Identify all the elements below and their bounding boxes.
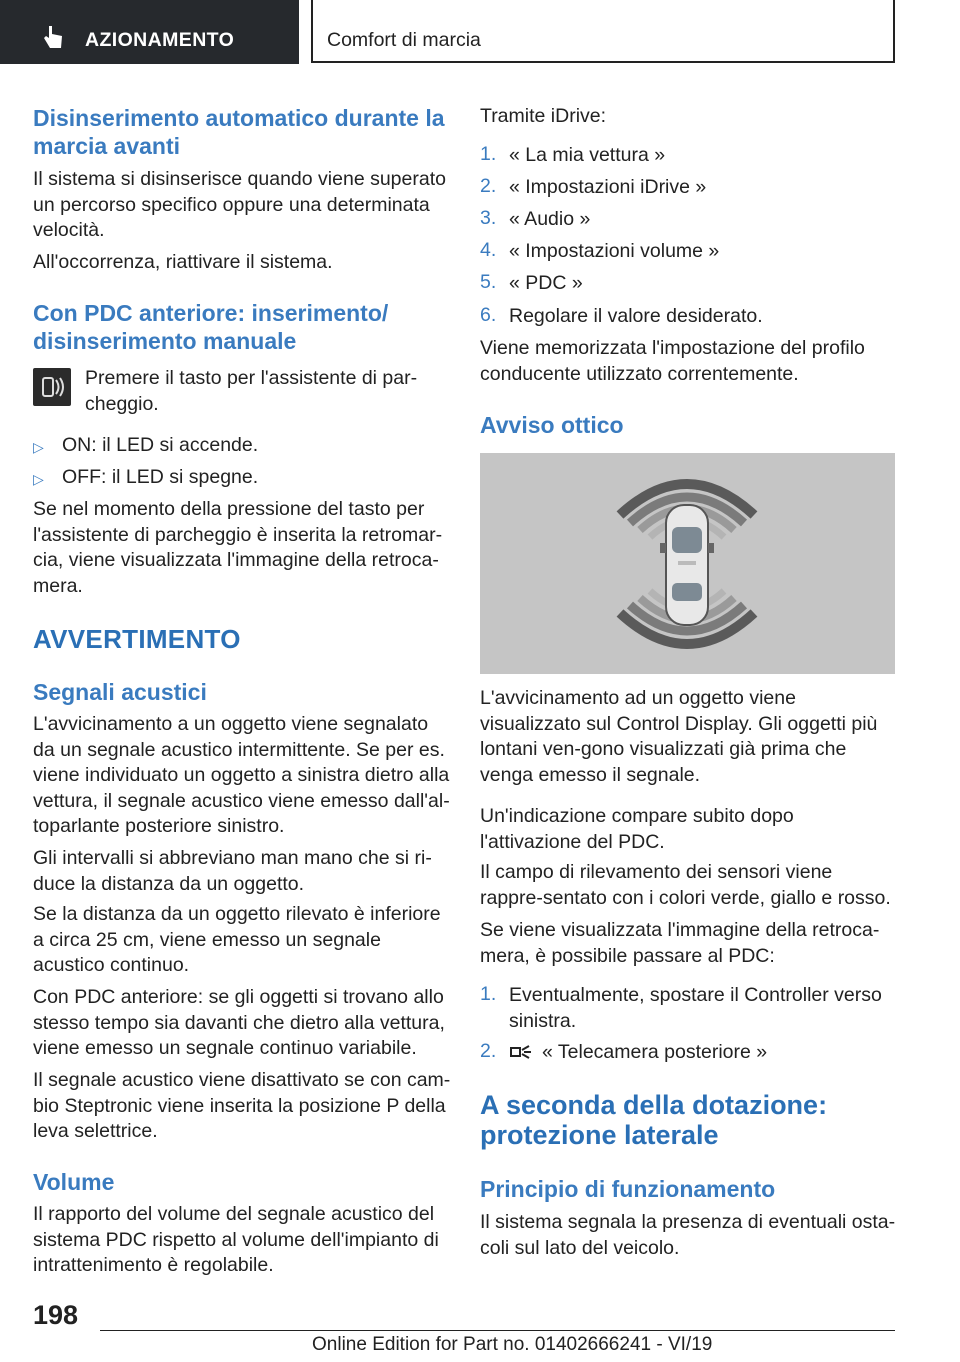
step-text: « Audio » — [509, 208, 591, 230]
paragraph: Se la distanza da un oggetto rilevato è inferiore a circa 25 cm, viene emesso un segnale acustico continuo. — [33, 903, 441, 976]
heading-pdc-anteriore: Con PDC anteriore: inserimento/ disinserimento manuale — [33, 300, 389, 354]
heading-disinserimento: Disinserimento automatico durante la marcia avanti — [33, 105, 445, 159]
step-text: « Telecamera posteriore » — [542, 1041, 768, 1063]
bullet-item: OFF: il LED si spegne. — [62, 466, 259, 488]
footer-divider — [100, 1330, 895, 1331]
heading-principio: Principio di funzionamento — [480, 1176, 776, 1202]
paragraph: L'avvicinamento ad un oggetto viene visualizzato sul Control Display. Gli oggetti più lontani ven-gono visualizzati già prima che venga emesso il segnale. — [480, 687, 878, 786]
paragraph: Il sistema segnala la presenza di eventuali osta-coli sul lato del veicolo. — [480, 1211, 896, 1259]
paragraph: Il segnale acustico viene disattivato se con cam-bio Steptronic viene inserita la posizione P della leva selettrice. — [33, 1069, 451, 1142]
paragraph: Il sistema si disinserisce quando viene superato un percorso specifico oppure una determinata velocità. — [33, 168, 446, 241]
pdc-button-icon — [33, 368, 71, 406]
paragraph-retromarcia: Se nel momento della pressione del tasto per l'assistente di parcheggio è inserita la retromar-cia, viene visualizzata l'immagine della retroca-mera. — [33, 498, 443, 597]
bullet-triangle-icon: ▷ — [33, 471, 44, 487]
step-number: 2. — [480, 1040, 497, 1062]
paragraph: Gli intervalli si abbreviano man mano che si ri-duce la distanza da un oggetto. — [33, 847, 432, 895]
header-section-tab — [0, 0, 299, 64]
step-text: « Impostazioni volume » — [509, 240, 720, 262]
step-number: 6. — [480, 304, 497, 326]
paragraph: L'avvicinamento a un oggetto viene segnalato da un segnale acustico intermittente. Se per es. viene individuato un oggetto a sinistra dietro alla vettura, il segnale acustico viene emesso dall'al-toparlante posteriore sinistro. — [33, 713, 450, 837]
step-text: « Impostazioni iDrive » — [509, 176, 707, 198]
step-number: 3. — [480, 207, 497, 229]
parking-sensor-icon — [33, 368, 71, 406]
paragraph-premere: Premere il tasto per l'assistente di par-cheggio. — [85, 367, 418, 415]
heading-volume: Volume — [33, 1169, 115, 1195]
header-chapter-box — [311, 0, 895, 63]
paragraph: Il campo di rilevamento dei sensori viene rappre-sentato con i colori verde, giallo e rosso. — [480, 861, 891, 909]
heading-avviso-ottico: Avviso ottico — [480, 412, 624, 438]
pdc-display-figure — [480, 453, 895, 674]
footer-edition: Online Edition for Part no. 01402666241 - VI/19 — [312, 1334, 713, 1355]
paragraph: Con PDC anteriore: se gli oggetti si trovano allo stesso tempo sia davanti che dietro alla vettura, viene emesso un segnale continuo variabile. — [33, 986, 445, 1059]
bullet-item: ON: il LED si accende. — [62, 434, 259, 456]
rear-camera-icon — [509, 1042, 533, 1062]
paragraph: Il rapporto del volume del segnale acustico del sistema PDC rispetto al volume dell'impianto di intrattenimento è regolabile. — [33, 1203, 439, 1276]
pdc-car-illustration — [480, 453, 895, 674]
warning-heading: AVVERTIMENTO — [33, 624, 241, 654]
paragraph: Tramite iDrive: — [480, 105, 607, 127]
step-number: 1. — [480, 143, 497, 165]
step-text: « La mia vettura » — [509, 144, 666, 166]
heading-segnali-acustici: Segnali acustici — [33, 679, 207, 705]
bullet-triangle-icon: ▷ — [33, 439, 44, 455]
step-text: « PDC » — [509, 272, 583, 294]
header-section-title: AZIONAMENTO — [85, 29, 235, 51]
step-number: 2. — [480, 175, 497, 197]
paragraph: Viene memorizzata l'impostazione del profilo conducente utilizzato correntemente. — [480, 337, 865, 385]
hand-pointer-icon — [40, 24, 66, 50]
heading-protezione-laterale: A seconda della dotazione: protezione laterale — [480, 1090, 828, 1150]
paragraph: All'occorrenza, riattivare il sistema. — [33, 251, 333, 273]
step-number: 4. — [480, 239, 497, 261]
page-number: 198 — [33, 1300, 79, 1330]
header-chapter-title: Comfort di marcia — [327, 29, 481, 51]
step-text: Eventualmente, spostare il Controller verso sinistra. — [509, 984, 882, 1032]
step-number: 1. — [480, 983, 497, 1005]
paragraph: Se viene visualizzata l'immagine della retroca-mera, è possibile passare al PDC: — [480, 919, 880, 967]
step-number: 5. — [480, 271, 497, 293]
paragraph: Un'indicazione compare subito dopo l'attivazione del PDC. — [480, 805, 794, 853]
step-text: Regolare il valore desiderato. — [509, 305, 763, 327]
